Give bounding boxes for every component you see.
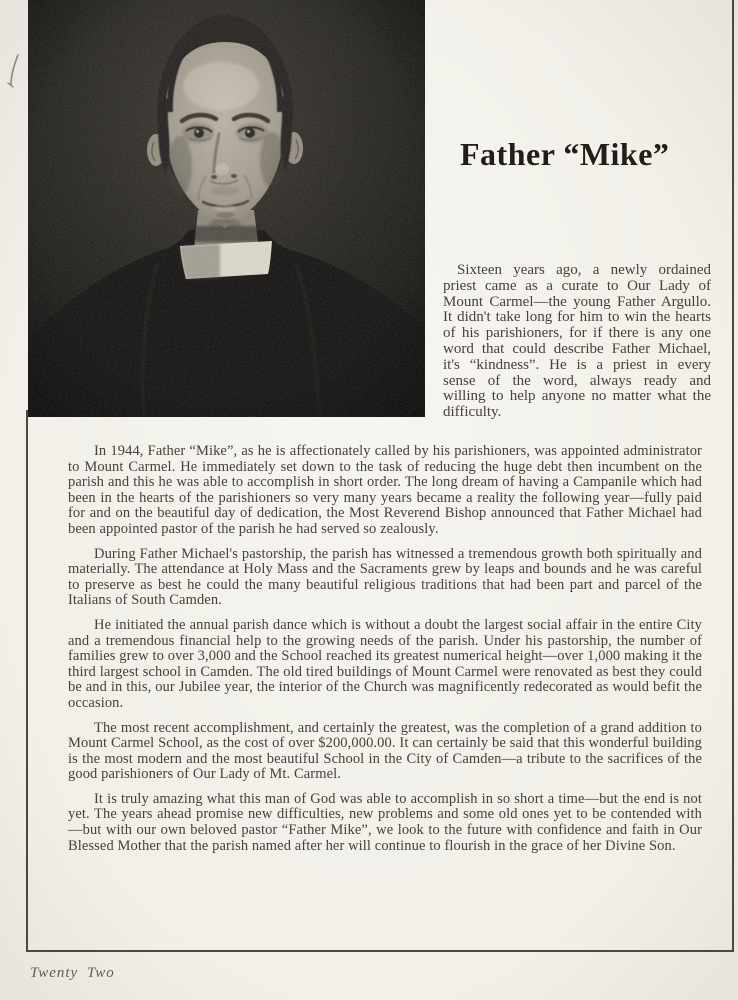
- article-paragraph: In 1944, Father “Mike”, as he is affectionately called by his parishioners, was appointed administrator to Mount Carmel. He immediately set down to the task of reducing the huge debt then incumbent on the parish and this he was able to accomplish in short order. The long dream of having a Campanile which had been in the hearts of the parishioners so very many years became a reality the following year—fully paid for and on the beautiful day of dedication, the Most Reverend Bishop announced that Father Michael had been appointed pastor of the parish he had served so zealously.: [68, 443, 702, 537]
- article-title: Father “Mike”: [460, 136, 670, 172]
- article-paragraph: He initiated the annual parish dance which is without a doubt the largest social affair in the entire City and a tremendous financial help to the growing needs of the parish. Under his pastorship, the number of families grew to over 3,000 and the School reached its greatest numerical height—over 1,000 making it the third largest school in Camden. The old tired buildings of Mount Carmel were renovated as best they could be and in this, our Jubilee year, the interior of the Church was magnificently redecorated as would befit the occasion.: [68, 616, 702, 711]
- page-number: Twenty Two: [30, 965, 115, 981]
- page-frame-left-border: [26, 410, 28, 952]
- page-frame-bottom-border: [26, 950, 734, 952]
- portrait-illustration: [28, 0, 425, 417]
- intro-paragraph: Sixteen years ago, a newly ordained priest came as a curate to Our Lady of Mount Carmel—the young Father Argullo. It didn't take long for him to win the hearts of his parishioners, for if there is any one word that could describe Father Michael, it's “kindness”. He is a priest in every sense of the word, always ready and willing to help anyone no matter what the difficulty.: [443, 262, 711, 421]
- margin-pen-mark: [4, 52, 26, 96]
- article-paragraph: The most recent accomplishment, and certainly the greatest, was the completion of a grand addition to Mount Carmel School, as the cost of over $200,000.00. It can certainly be said that this wonderful building is the most modern and the most beautiful School in the City of Camden—a tribute to the sacrifices of the good parishioners of Our Lady of Mt. Carmel.: [68, 719, 702, 783]
- article-body: [68, 444, 702, 863]
- article-paragraph: It is truly amazing what this man of God was able to accomplish in so short a time—but the end is not yet. The years ahead promise new difficulties, new problems and some old ones yet to be contended with—but with our own beloved pastor “Father Mike”, we look to the future with confidence and faith in Our Blessed Mother that the parish named after her will continue to flourish in the grace of her Divine Son.: [68, 790, 702, 854]
- article-paragraph: During Father Michael's pastorship, the parish has witnessed a tremendous growth both spiritually and materially. The attendance at Holy Mass and the Sacraments grew by leaps and bounds and he was careful to preserve as best he could the many beautiful religious traditions that had been part and parcel of the Italians of South Camden.: [68, 545, 702, 609]
- father-mike-portrait-photo: [28, 0, 425, 417]
